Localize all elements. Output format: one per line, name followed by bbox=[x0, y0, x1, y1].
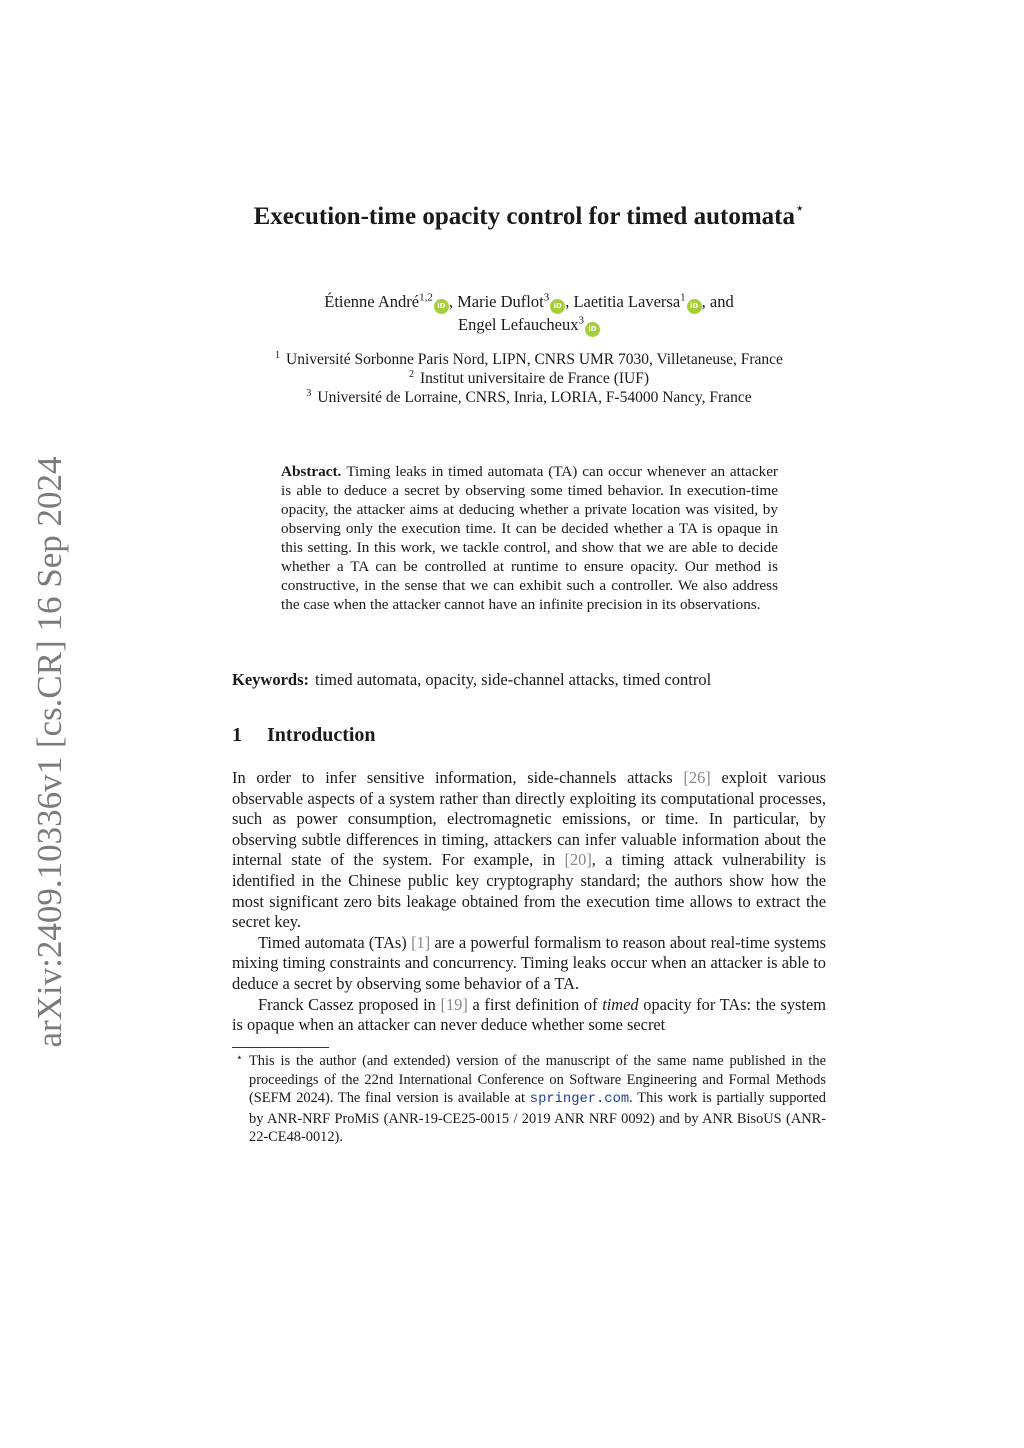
affiliation bbox=[232, 369, 826, 388]
author-sep: , and bbox=[701, 292, 734, 311]
footnote-rule bbox=[232, 1047, 329, 1048]
affiliation-text: Université de Lorraine, CNRS, Inria, LORIA, F-54000 Nancy, France bbox=[317, 389, 752, 406]
citation-link[interactable]: [1] bbox=[411, 932, 431, 952]
paragraph bbox=[232, 995, 826, 1036]
footnote-text: . This work is partially supported by ANR-NRF ProMiS (ANR-19-CE25-0015 / 2019 ANR NRF 0092) and by ANR BisoUS (ANR-22-CE48-0012). bbox=[249, 1090, 826, 1146]
paragraph bbox=[232, 933, 826, 995]
paragraph-text: In order to infer sensitive information, side-channels attacks bbox=[232, 768, 684, 787]
orcid-icon[interactable]: iD bbox=[434, 299, 449, 314]
paragraph-text: opacity for TAs: the system is opaque when an attacker can never deduce whether some secret bbox=[232, 994, 826, 1035]
section-heading bbox=[232, 722, 376, 748]
section-title: Introduction bbox=[267, 724, 376, 746]
affiliation-text: Institut universitaire de France (IUF) bbox=[420, 370, 649, 387]
citation-link[interactable]: [26] bbox=[683, 768, 711, 787]
arxiv-stamp bbox=[26, 452, 74, 1052]
citation-link[interactable]: [19] bbox=[440, 994, 468, 1014]
title-text: Execution-time opacity control for timed automata bbox=[253, 203, 795, 230]
author-name: Engel Lefaucheux bbox=[458, 315, 579, 334]
paragraph-text: , a timing attack vulnerability is identified in the Chinese public key cryptography standard; the authors show how the most significant zero bits leakage obtained from the execution time allows to extract the secret key. bbox=[232, 850, 826, 932]
affiliation-number: 1 bbox=[275, 349, 281, 361]
affiliation-number: 2 bbox=[409, 368, 414, 380]
author-affil: 1 bbox=[680, 291, 686, 304]
orcid-icon[interactable]: iD bbox=[550, 299, 565, 314]
orcid-icon[interactable]: iD bbox=[585, 322, 600, 337]
paper-title bbox=[232, 193, 826, 233]
emphasis-text: timed bbox=[602, 994, 639, 1014]
author-affil: 1,2 bbox=[419, 291, 433, 304]
keywords-label: Keywords: bbox=[232, 670, 309, 689]
paragraph-text: exploit various observable aspects of a system rather than directly exploiting its computational processes, such as power consumption, electromagnetic emissions, or time. In particular, by observing subtle differences in timing, attackers can infer valuable information about the internal state of the system. For example, in bbox=[232, 768, 826, 870]
abstract bbox=[281, 462, 778, 614]
author-name: Marie Duflot bbox=[457, 292, 544, 311]
springer-link[interactable]: springer.com bbox=[529, 1092, 630, 1108]
abstract-label: Abstract. bbox=[281, 463, 342, 480]
section-number: 1 bbox=[232, 724, 242, 746]
paragraph-text: Timed automata (TAs) bbox=[258, 932, 412, 952]
author-list bbox=[232, 291, 826, 337]
author-affil: 3 bbox=[578, 314, 584, 327]
arxiv-stamp-text: arXiv:2409.10336v1 [cs.CR] 16 Sep 2024 bbox=[30, 456, 69, 1048]
author-name: Laetitia Laversa bbox=[573, 292, 681, 311]
abstract-text: Timing leaks in timed automata (TA) can occur whenever an attacker is able to deduce a secret by observing some timed behavior. In execution-time opacity, the attacker aims at deducing whether a private location was visited, by observing only the execution time. It can be decided whether a TA is opaque in this setting. In this work, we tackle control, and show that we are able to decide whether a TA can be controlled at runtime to ensure opacity. Our method is constructive, in the sense that we can exhibit such a controller. We also address the case when the attacker cannot have an infinite precision in its observations. bbox=[281, 463, 778, 613]
author-name: Étienne André bbox=[324, 292, 420, 311]
citation-link[interactable]: [20] bbox=[564, 850, 592, 870]
affiliation-text: Université Sorbonne Paris Nord, LIPN, CNRS UMR 7030, Villetaneuse, France bbox=[286, 351, 783, 368]
author-sep: , bbox=[448, 292, 458, 311]
affiliation-number: 3 bbox=[306, 387, 312, 399]
paragraph-text: are a powerful formalism to reason about real-time systems mixing timing constraints and concurrency. Timing leaks occur when an attacker is able to deduce a secret by observing some behavior of a TA. bbox=[232, 932, 826, 993]
footnote bbox=[232, 1052, 826, 1147]
affiliation-list bbox=[232, 350, 826, 407]
orcid-icon[interactable]: iD bbox=[687, 299, 702, 314]
body-text bbox=[232, 768, 826, 1036]
paragraph bbox=[232, 768, 826, 933]
affiliation bbox=[232, 350, 826, 369]
footnote-text: This is the author (and extended) version of the manuscript of the same name published in the proceedings of the 22nd International Conference on Software Engineering and Formal Methods (SEFM 2024). The final version is available at bbox=[249, 1053, 826, 1107]
author-sep: , bbox=[565, 292, 574, 311]
title-footnote-mark: ⋆ bbox=[794, 201, 805, 217]
footnote-mark: ⋆ bbox=[236, 1052, 243, 1064]
affiliation bbox=[232, 388, 826, 407]
keywords-text: timed automata, opacity, side-channel attacks, timed control bbox=[315, 670, 712, 689]
author-affil: 3 bbox=[543, 291, 550, 304]
keywords bbox=[232, 669, 826, 690]
paragraph-text: Franck Cassez proposed in bbox=[258, 994, 441, 1014]
paragraph-text: a first definition of bbox=[467, 994, 603, 1014]
